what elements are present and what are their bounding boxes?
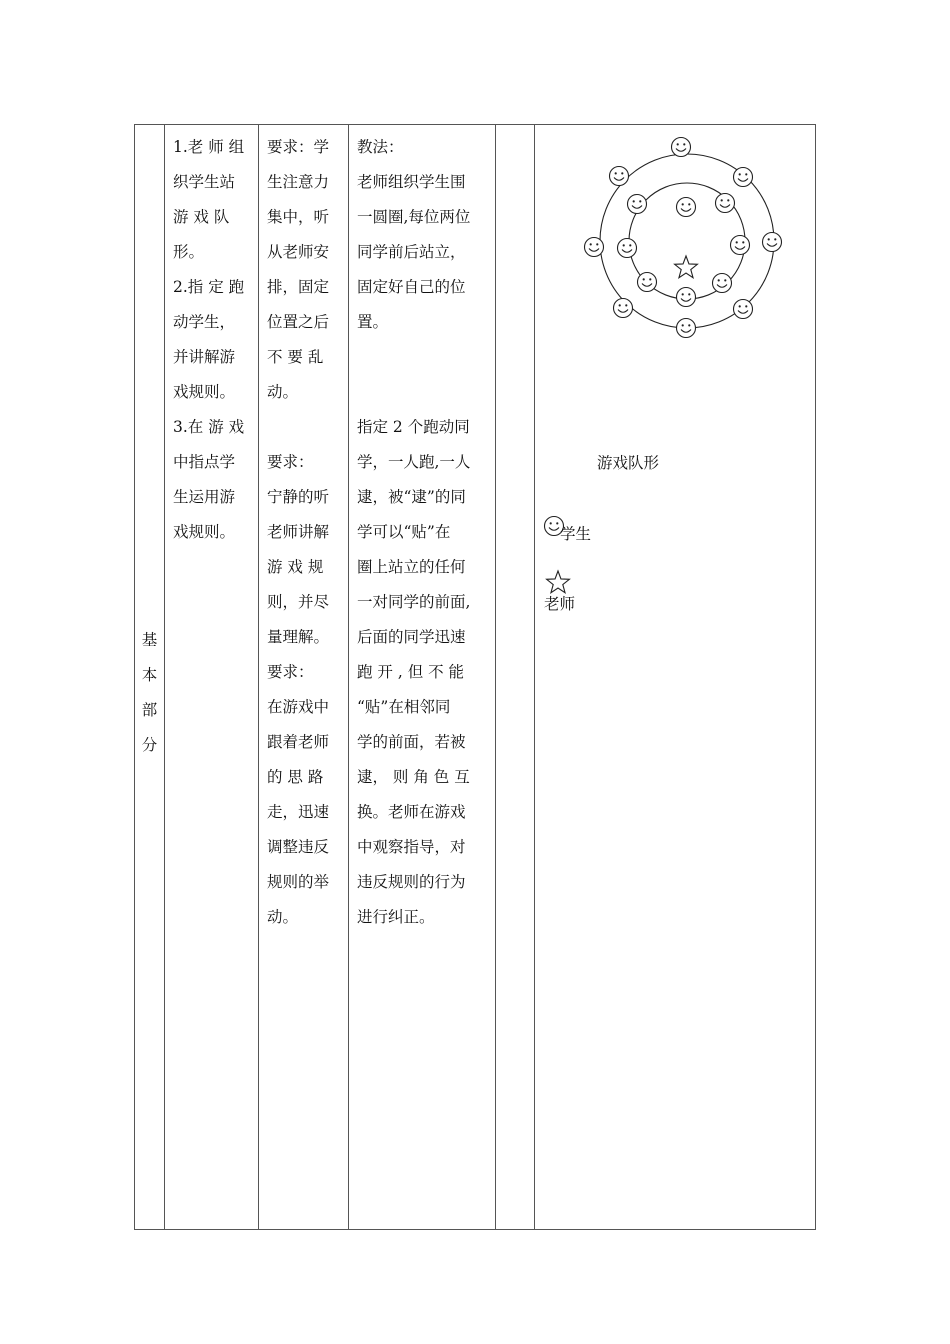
empty-cell: [495, 125, 534, 1229]
requirement-line: 动。: [267, 383, 299, 401]
legend-teacher-label: 老师: [544, 595, 576, 613]
requirement-line: 的 思 路: [267, 768, 324, 786]
method-line: 老师组织学生围: [357, 173, 466, 191]
method-line: 违反规则的行为: [357, 873, 466, 891]
method-line: 后面的同学迅速: [357, 628, 466, 646]
method-line: 固定好自己的位: [357, 278, 466, 296]
content-cell: [164, 125, 258, 1229]
section-label: 基 本 部 分: [141, 631, 158, 754]
requirement-line: 排，固定: [267, 278, 330, 296]
legend-student-label: 学生: [560, 525, 592, 543]
requirement-line: 要求：: [267, 453, 314, 471]
requirement-line: 不 要 乱: [267, 348, 324, 366]
method-line: 一对同学的前面,: [357, 593, 471, 611]
smiley-icon: [585, 238, 604, 257]
requirement-line: 位置之后: [267, 313, 330, 331]
method-line: 置。: [357, 313, 389, 331]
requirement-line: 调整违反: [267, 838, 330, 856]
requirement-line: 规则的举: [267, 873, 330, 891]
requirement-line: 动。: [267, 908, 299, 926]
smiley-icon: [731, 236, 750, 255]
smiley-icon: [713, 274, 732, 293]
method-line: 同学前后站立，: [357, 243, 466, 261]
requirement-line: 要求：学: [267, 138, 330, 156]
formation-diagram: [534, 125, 817, 645]
smiley-icon: [734, 168, 753, 187]
method-line: 圈上站立的任何: [357, 558, 466, 576]
content-line: 戏规则。: [173, 523, 236, 541]
method-line: 学可以“贴”在: [357, 523, 451, 541]
diagram-cell: [534, 125, 817, 1229]
requirement-cell: [258, 125, 348, 1229]
lesson-table: [134, 124, 816, 1230]
method-line: 学的前面，若被: [357, 733, 466, 751]
content-line: 1.老 师 组: [173, 138, 245, 156]
smiley-icon: [610, 167, 629, 186]
smiley-icon: [716, 194, 735, 213]
method-line: 逮，被“逮”的同: [357, 488, 466, 506]
diagram-caption: 游戏队形: [597, 454, 660, 472]
content-line: 游 戏 队: [173, 208, 230, 226]
requirement-line: 量理解。: [267, 628, 330, 646]
smiley-icon: [677, 288, 696, 307]
requirement-line: 走，迅速: [267, 803, 330, 821]
method-line: “贴”在相邻同: [357, 698, 451, 716]
smiley-icon: [763, 233, 782, 252]
method-line: 教法：: [357, 138, 404, 156]
content-line: 2.指 定 跑: [173, 278, 245, 296]
requirement-line: 生注意力: [267, 173, 330, 191]
smiley-icon: [677, 198, 696, 217]
content-line: 中指点学: [173, 453, 236, 471]
section-cell: [135, 125, 164, 1229]
requirement-line: 在游戏中: [267, 698, 330, 716]
requirement-line: 游 戏 规: [267, 558, 324, 576]
method-line: 指定 2 个跑动同: [357, 418, 470, 436]
content-line: 生运用游: [173, 488, 236, 506]
method-line: 进行纠正。: [357, 908, 435, 926]
method-line: 一圆圈,每位两位: [357, 208, 471, 226]
requirement-line: 跟着老师: [267, 733, 330, 751]
requirement-line: 老师讲解: [267, 523, 330, 541]
requirement-line: 宁静的听: [267, 488, 330, 506]
requirement-line: 要求：: [267, 663, 314, 681]
method-line: 跑 开 , 但 不 能: [357, 663, 465, 681]
smiley-icon: [614, 299, 633, 318]
content-line: 3.在 游 戏: [173, 418, 245, 436]
smiley-icon: [672, 138, 691, 157]
smiley-icon: [628, 195, 647, 214]
method-line: 逮， 则 角 色 互: [357, 768, 470, 786]
requirement-line: 从老师安: [267, 243, 330, 261]
smiley-icon: [734, 300, 753, 319]
smiley-icon: [618, 239, 637, 258]
content-line: 动学生，: [173, 313, 236, 331]
method-line: 换。老师在游戏: [357, 803, 466, 821]
method-line: 中观察指导，对: [357, 838, 466, 856]
smiley-icon: [677, 319, 696, 338]
requirement-line: 集中，听: [267, 208, 330, 226]
method-cell: [348, 125, 495, 1229]
content-line: 形。: [173, 243, 205, 261]
content-line: 并讲解游: [173, 348, 236, 366]
star-icon: [675, 256, 698, 278]
content-line: 织学生站: [173, 173, 236, 191]
star-icon: [547, 571, 570, 593]
content-line: 戏规则。: [173, 383, 236, 401]
requirement-line: 则，并尽: [267, 593, 330, 611]
method-line: 学，一人跑,一人: [357, 453, 471, 471]
smiley-icon: [638, 273, 657, 292]
